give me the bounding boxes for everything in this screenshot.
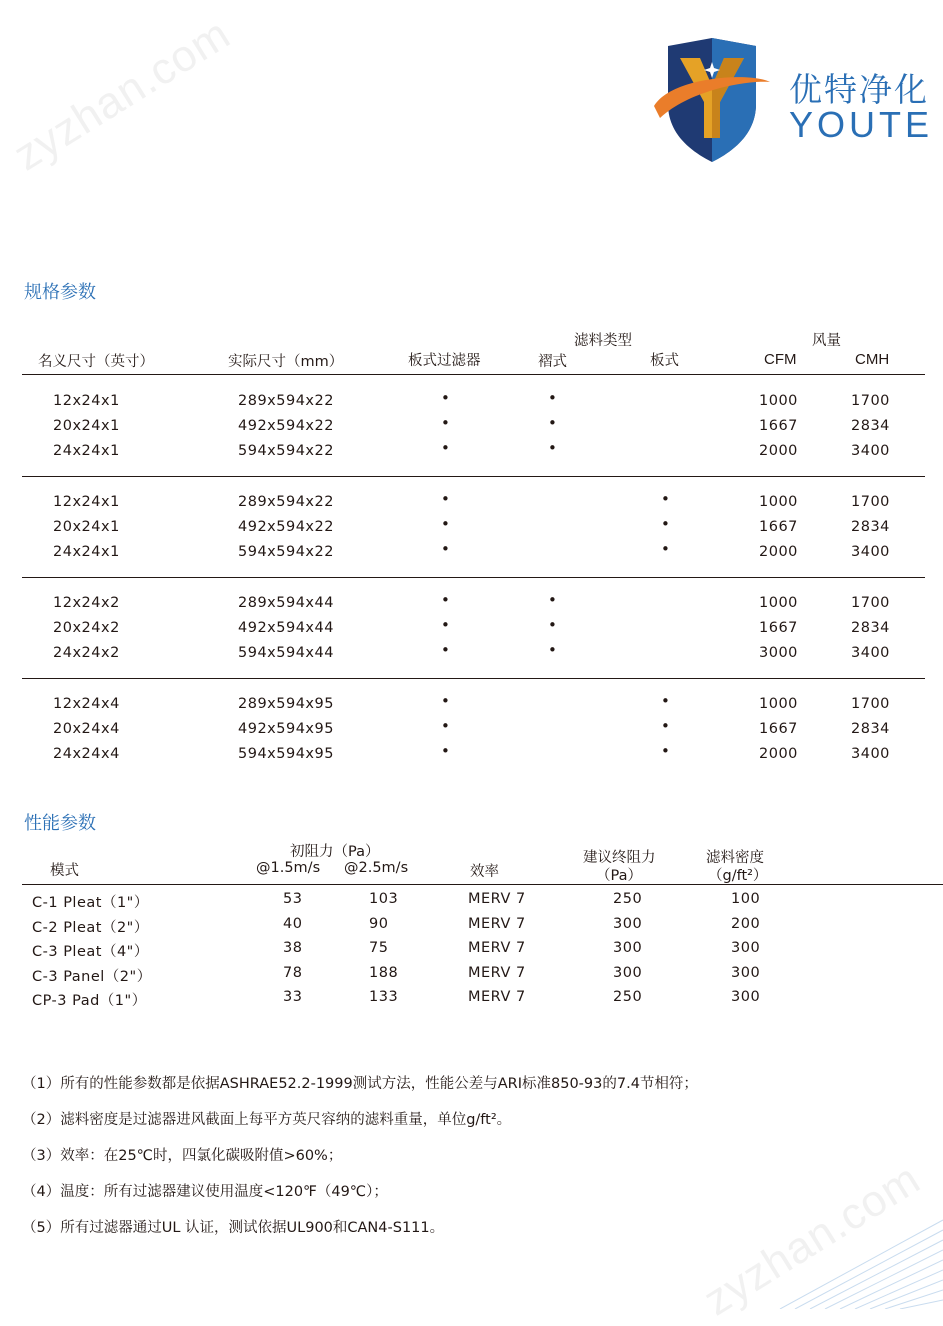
cell-pleated-mark: • <box>548 389 557 407</box>
shield-logo-icon <box>652 36 772 166</box>
cell-nominal-size: 12x24x4 <box>53 696 120 712</box>
cell-actual-size: 289x594x95 <box>238 696 334 712</box>
header-initial-resistance: 初阻力（Pa） <box>290 844 380 860</box>
cell-initial-resistance-1-5: 78 <box>283 964 303 981</box>
cell-final-resistance: 300 <box>613 915 643 932</box>
cell-pleated-mark: • <box>548 439 557 457</box>
cell-panel-filter-mark: • <box>441 591 450 609</box>
cell-cmh: 3400 <box>851 443 890 459</box>
cell-pleated-mark: • <box>548 641 557 659</box>
cell-cmh: 2834 <box>851 721 890 737</box>
cell-efficiency: MERV 7 <box>468 891 526 907</box>
cell-pleated-mark: • <box>548 414 557 432</box>
performance-header-rule <box>22 884 943 885</box>
cell-cmh: 3400 <box>851 544 890 560</box>
cell-initial-resistance-1-5: 38 <box>283 940 303 956</box>
header-media-density: 滤料密度 <box>706 850 764 866</box>
header-airflow: 风量 <box>812 333 841 349</box>
cell-cfm: 2000 <box>759 746 798 762</box>
cell-nominal-size: 20x24x2 <box>53 620 120 636</box>
cell-panel-mark: • <box>661 742 670 760</box>
brand-logo <box>652 36 772 166</box>
cell-panel-mark: • <box>661 540 670 558</box>
cell-actual-size: 289x594x22 <box>238 393 334 409</box>
cell-media-density: 300 <box>731 964 761 981</box>
cell-panel-filter-mark: • <box>441 414 450 432</box>
header-pleated: 褶式 <box>538 354 567 370</box>
cell-cfm: 1000 <box>759 494 798 510</box>
cell-cmh: 3400 <box>851 645 890 661</box>
cell-panel-mark: • <box>661 717 670 735</box>
cell-cfm: 2000 <box>759 544 798 560</box>
watermark-top: zyzhan.com <box>5 8 239 181</box>
header-nominal-size: 名义尺寸（英寸） <box>38 354 154 370</box>
note-item: （4）温度：所有过滤器建议使用温度<120℉（49℃）； <box>22 1184 388 1200</box>
cell-actual-size: 594x594x22 <box>238 443 334 459</box>
cell-actual-size: 594x594x22 <box>238 544 334 560</box>
cell-panel-filter-mark: • <box>441 717 450 735</box>
cell-nominal-size: 12x24x1 <box>53 494 120 510</box>
cell-actual-size: 289x594x22 <box>238 494 334 510</box>
cell-cfm: 1667 <box>759 620 798 636</box>
performance-section-title: 性能参数 <box>24 813 96 834</box>
cell-media-density: 300 <box>731 989 761 1005</box>
cell-cmh: 2834 <box>851 418 890 434</box>
cell-cfm: 1000 <box>759 696 798 712</box>
note-item: （1）所有的性能参数都是依据ASHRAE52.2-1999测试方法，性能公差与ARI标准850-93的7.4节相符； <box>22 1076 698 1092</box>
spec-group-rule <box>22 678 925 679</box>
cell-efficiency: MERV 7 <box>468 964 526 981</box>
cell-efficiency: MERV 7 <box>468 915 526 932</box>
cell-nominal-size: 24x24x1 <box>53 544 120 560</box>
cell-model: C-3 Panel（2"） <box>32 968 152 985</box>
spec-group-rule <box>22 476 925 477</box>
cell-pleated-mark: • <box>548 616 557 634</box>
cell-efficiency: MERV 7 <box>468 989 526 1005</box>
cell-actual-size: 594x594x44 <box>238 645 334 661</box>
cell-initial-resistance-2-5: 133 <box>369 989 399 1005</box>
cell-actual-size: 492x594x95 <box>238 721 334 737</box>
cell-nominal-size: 12x24x1 <box>53 393 120 409</box>
cell-initial-resistance-1-5: 40 <box>283 915 303 932</box>
header-at-2-5: @2.5m/s <box>344 860 409 876</box>
header-at-1-5: @1.5m/s <box>256 860 321 876</box>
cell-cfm: 2000 <box>759 443 798 459</box>
cell-panel-filter-mark: • <box>441 490 450 508</box>
cell-cmh: 1700 <box>851 696 890 712</box>
watermark-bottom: zyzhan.com <box>695 1153 929 1326</box>
cell-model: C-3 Pleat（4"） <box>32 944 149 960</box>
cell-media-density: 300 <box>731 940 761 956</box>
spec-group-rule <box>22 577 925 578</box>
cell-pleated-mark: • <box>548 591 557 609</box>
cell-model: CP-3 Pad（1"） <box>32 993 147 1009</box>
cell-initial-resistance-2-5: 103 <box>369 891 399 907</box>
cell-nominal-size: 24x24x1 <box>53 443 120 459</box>
decorative-lines <box>740 1200 943 1309</box>
cell-panel-filter-mark: • <box>441 515 450 533</box>
cell-panel-mark: • <box>661 490 670 508</box>
header-final-resistance: 建议终阻力 <box>583 850 656 866</box>
cell-cfm: 1000 <box>759 595 798 611</box>
cell-cfm: 1667 <box>759 418 798 434</box>
cell-panel-filter-mark: • <box>441 389 450 407</box>
cell-initial-resistance-1-5: 53 <box>283 891 303 907</box>
cell-actual-size: 492x594x44 <box>238 620 334 636</box>
cell-cmh: 1700 <box>851 494 890 510</box>
cell-model: C-2 Pleat（2"） <box>32 919 149 936</box>
cell-cfm: 1667 <box>759 721 798 737</box>
cell-cmh: 1700 <box>851 595 890 611</box>
header-actual-size: 实际尺寸（mm） <box>228 354 344 370</box>
cell-cfm: 3000 <box>759 645 798 661</box>
note-item: （5）所有过滤器通过UL 认证，测试依据UL900和CAN4-S111。 <box>22 1220 445 1236</box>
cell-cmh: 1700 <box>851 393 890 409</box>
header-media-type: 滤料类型 <box>574 333 632 349</box>
brand-name-en: YOUTE <box>789 104 934 145</box>
header-final-resistance-unit: （Pa） <box>596 868 642 884</box>
cell-panel-mark: • <box>661 515 670 533</box>
cell-initial-resistance-2-5: 188 <box>369 964 399 981</box>
cell-nominal-size: 20x24x1 <box>53 519 120 535</box>
brand-name-cn: 优特净化 <box>789 70 929 109</box>
cell-final-resistance: 300 <box>613 940 643 956</box>
cell-cmh: 3400 <box>851 746 890 762</box>
cell-nominal-size: 20x24x1 <box>53 418 120 434</box>
cell-nominal-size: 24x24x2 <box>53 645 120 661</box>
cell-initial-resistance-1-5: 33 <box>283 989 303 1005</box>
cell-actual-size: 492x594x22 <box>238 519 334 535</box>
cell-initial-resistance-2-5: 90 <box>369 915 389 932</box>
header-media-density-unit: （g/ft²） <box>708 868 768 884</box>
cell-panel-mark: • <box>661 692 670 710</box>
cell-cfm: 1000 <box>759 393 798 409</box>
cell-panel-filter-mark: • <box>441 616 450 634</box>
cell-initial-resistance-2-5: 75 <box>369 940 389 956</box>
cell-nominal-size: 12x24x2 <box>53 595 120 611</box>
header-panel-filter: 板式过滤器 <box>408 353 481 369</box>
cell-nominal-size: 20x24x4 <box>53 721 120 737</box>
cell-panel-filter-mark: • <box>441 540 450 558</box>
cell-final-resistance: 250 <box>613 989 643 1005</box>
note-item: （2）滤料密度是过滤器进风截面上每平方英尺容纳的滤料重量，单位g/ft²。 <box>22 1112 512 1128</box>
cell-cmh: 2834 <box>851 620 890 636</box>
header-efficiency: 效率 <box>470 864 499 880</box>
cell-cfm: 1667 <box>759 519 798 535</box>
cell-actual-size: 594x594x95 <box>238 746 334 762</box>
cell-model: C-1 Pleat（1"） <box>32 895 149 911</box>
cell-final-resistance: 250 <box>613 891 643 907</box>
cell-media-density: 100 <box>731 891 761 907</box>
header-cfm: CFM <box>764 351 797 368</box>
cell-nominal-size: 24x24x4 <box>53 746 120 762</box>
cell-actual-size: 492x594x22 <box>238 418 334 434</box>
spec-section-title: 规格参数 <box>24 282 96 303</box>
header-cmh: CMH <box>855 351 890 368</box>
cell-actual-size: 289x594x44 <box>238 595 334 611</box>
cell-final-resistance: 300 <box>613 964 643 981</box>
cell-media-density: 200 <box>731 915 761 932</box>
header-model: 模式 <box>50 863 79 879</box>
header-panel: 板式 <box>650 353 679 369</box>
cell-panel-filter-mark: • <box>441 439 450 457</box>
note-item: （3）效率：在25℃时，四氯化碳吸附值>60%； <box>22 1148 343 1164</box>
cell-cmh: 2834 <box>851 519 890 535</box>
spec-header-rule <box>22 374 925 375</box>
cell-panel-filter-mark: • <box>441 742 450 760</box>
cell-panel-filter-mark: • <box>441 692 450 710</box>
cell-efficiency: MERV 7 <box>468 940 526 956</box>
cell-panel-filter-mark: • <box>441 641 450 659</box>
